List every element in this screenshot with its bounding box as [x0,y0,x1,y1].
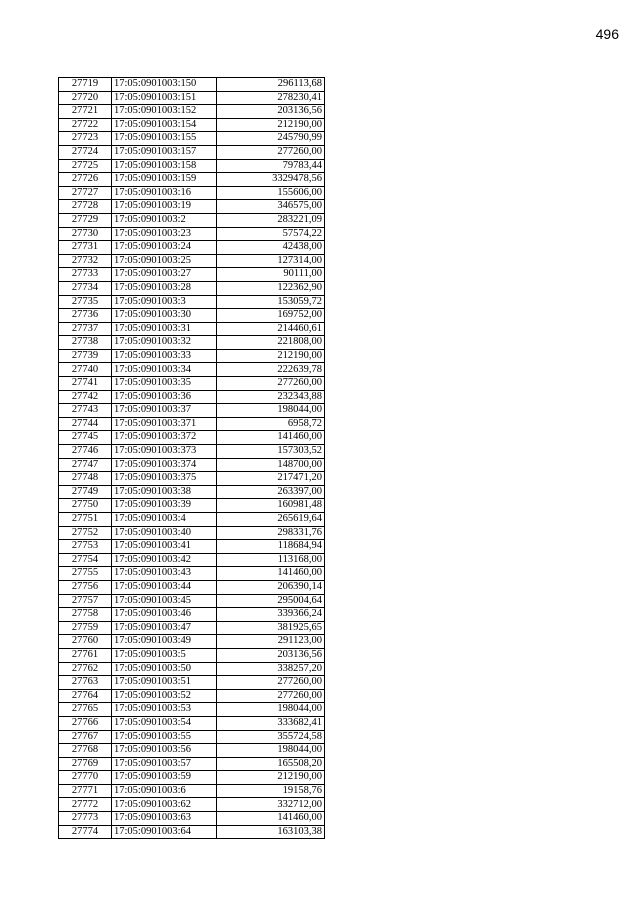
table-row [59,268,325,282]
row-number-cell: 27737 [59,322,112,336]
table-row [59,540,325,554]
row-number-cell: 27746 [59,445,112,459]
table-row [59,445,325,459]
cadastral-value-cell: 6958,72 [217,417,325,431]
cadastral-number-cell: 17:05:0901003:374 [112,458,217,472]
row-number-cell: 27724 [59,145,112,159]
cadastral-value-cell: 3329478,56 [217,173,325,187]
cadastral-number-cell: 17:05:0901003:62 [112,798,217,812]
table-row [59,363,325,377]
cadastral-number-cell: 17:05:0901003:375 [112,472,217,486]
cadastral-number-cell: 17:05:0901003:46 [112,608,217,622]
table-row [59,145,325,159]
table-row [59,159,325,173]
row-number-cell: 27757 [59,594,112,608]
table-row [59,349,325,363]
cadastral-value-cell: 148700,00 [217,458,325,472]
row-number-cell: 27723 [59,132,112,146]
table-row [59,608,325,622]
table-row [59,295,325,309]
row-number-cell: 27755 [59,567,112,581]
table-row [59,825,325,839]
cadastral-value-cell: 90111,00 [217,268,325,282]
cadastral-value-cell: 155606,00 [217,186,325,200]
table-row [59,173,325,187]
row-number-cell: 27730 [59,227,112,241]
cadastral-value-cell: 339366,24 [217,608,325,622]
cadastral-number-cell: 17:05:0901003:39 [112,499,217,513]
row-number-cell: 27768 [59,744,112,758]
table-row [59,621,325,635]
cadastral-number-cell: 17:05:0901003:5 [112,648,217,662]
cadastral-number-cell: 17:05:0901003:59 [112,771,217,785]
cadastral-number-cell: 17:05:0901003:40 [112,526,217,540]
cadastral-value-cell: 333682,41 [217,716,325,730]
row-number-cell: 27736 [59,309,112,323]
cadastral-value-cell: 291123,00 [217,635,325,649]
cadastral-value-cell: 203136,56 [217,105,325,119]
cadastral-value-cell: 153059,72 [217,295,325,309]
cadastral-value-cell: 198044,00 [217,703,325,717]
cadastral-number-cell: 17:05:0901003:63 [112,812,217,826]
cadastral-number-cell: 17:05:0901003:371 [112,417,217,431]
row-number-cell: 27754 [59,553,112,567]
cadastral-value-cell: 141460,00 [217,431,325,445]
cadastral-number-cell: 17:05:0901003:57 [112,757,217,771]
table-row [59,689,325,703]
cadastral-value-cell: 355724,58 [217,730,325,744]
cadastral-number-cell: 17:05:0901003:150 [112,78,217,92]
table-row [59,594,325,608]
row-number-cell: 27743 [59,404,112,418]
row-number-cell: 27721 [59,105,112,119]
table-row [59,213,325,227]
cadastral-value-cell: 165508,20 [217,757,325,771]
row-number-cell: 27758 [59,608,112,622]
cadastral-number-cell: 17:05:0901003:159 [112,173,217,187]
cadastral-value-cell: 265619,64 [217,513,325,527]
row-number-cell: 27738 [59,336,112,350]
table-row [59,513,325,527]
cadastral-value-cell: 198044,00 [217,404,325,418]
cadastral-number-cell: 17:05:0901003:42 [112,553,217,567]
cadastral-value-cell: 212190,00 [217,771,325,785]
cadastral-number-cell: 17:05:0901003:43 [112,567,217,581]
table-row [59,757,325,771]
table-row [59,812,325,826]
cadastral-number-cell: 17:05:0901003:28 [112,281,217,295]
cadastral-number-cell: 17:05:0901003:4 [112,513,217,527]
row-number-cell: 27753 [59,540,112,554]
cadastral-number-cell: 17:05:0901003:23 [112,227,217,241]
row-number-cell: 27765 [59,703,112,717]
row-number-cell: 27739 [59,349,112,363]
row-number-cell: 27766 [59,716,112,730]
cadastral-value-cell: 277260,00 [217,689,325,703]
cadastral-number-cell: 17:05:0901003:30 [112,309,217,323]
row-number-cell: 27771 [59,784,112,798]
cadastral-number-cell: 17:05:0901003:154 [112,118,217,132]
table-row [59,716,325,730]
cadastral-value-cell: 332712,00 [217,798,325,812]
table-row [59,132,325,146]
table-row [59,553,325,567]
table-row [59,771,325,785]
row-number-cell: 27744 [59,417,112,431]
table-row [59,798,325,812]
table-row [59,662,325,676]
cadastral-value-cell: 157303,52 [217,445,325,459]
table-row [59,472,325,486]
cadastral-value-cell: 57574,22 [217,227,325,241]
row-number-cell: 27742 [59,390,112,404]
cadastral-number-cell: 17:05:0901003:16 [112,186,217,200]
cadastral-value-cell: 42438,00 [217,241,325,255]
table-row [59,404,325,418]
cadastral-number-cell: 17:05:0901003:49 [112,635,217,649]
cadastral-value-cell: 19158,76 [217,784,325,798]
cadastral-value-cell: 141460,00 [217,567,325,581]
table-row [59,186,325,200]
row-number-cell: 27773 [59,812,112,826]
row-number-cell: 27770 [59,771,112,785]
cadastral-number-cell: 17:05:0901003:2 [112,213,217,227]
cadastral-number-cell: 17:05:0901003:45 [112,594,217,608]
row-number-cell: 27751 [59,513,112,527]
cadastral-number-cell: 17:05:0901003:3 [112,295,217,309]
cadastral-number-cell: 17:05:0901003:24 [112,241,217,255]
row-number-cell: 27763 [59,676,112,690]
cadastral-number-cell: 17:05:0901003:50 [112,662,217,676]
cadastral-value-cell: 163103,38 [217,825,325,839]
row-number-cell: 27731 [59,241,112,255]
row-number-cell: 27719 [59,78,112,92]
cadastral-value-cell: 212190,00 [217,118,325,132]
table-row [59,322,325,336]
row-number-cell: 27727 [59,186,112,200]
table-row [59,703,325,717]
cadastral-number-cell: 17:05:0901003:373 [112,445,217,459]
table-row [59,377,325,391]
row-number-cell: 27760 [59,635,112,649]
cadastral-number-cell: 17:05:0901003:51 [112,676,217,690]
cadastral-number-cell: 17:05:0901003:38 [112,485,217,499]
row-number-cell: 27767 [59,730,112,744]
table-row [59,200,325,214]
table-row [59,485,325,499]
table-row [59,499,325,513]
cadastral-number-cell: 17:05:0901003:157 [112,145,217,159]
cadastral-number-cell: 17:05:0901003:34 [112,363,217,377]
cadastral-number-cell: 17:05:0901003:55 [112,730,217,744]
cadastral-number-cell: 17:05:0901003:31 [112,322,217,336]
table-row [59,91,325,105]
row-number-cell: 27774 [59,825,112,839]
cadastral-value-cell: 203136,56 [217,648,325,662]
cadastral-value-cell: 295004,64 [217,594,325,608]
row-number-cell: 27762 [59,662,112,676]
table-row [59,309,325,323]
table-row [59,390,325,404]
cadastral-value-cell: 122362,90 [217,281,325,295]
table-row [59,567,325,581]
table-row [59,336,325,350]
cadastral-number-cell: 17:05:0901003:54 [112,716,217,730]
table-row [59,417,325,431]
row-number-cell: 27759 [59,621,112,635]
table-row [59,730,325,744]
cadastral-value-cell: 160981,48 [217,499,325,513]
row-number-cell: 27752 [59,526,112,540]
cadastral-value-cell: 338257,20 [217,662,325,676]
table-row [59,241,325,255]
cadastral-number-cell: 17:05:0901003:151 [112,91,217,105]
table-body [59,78,325,839]
cadastral-number-cell: 17:05:0901003:53 [112,703,217,717]
cadastral-number-cell: 17:05:0901003:35 [112,377,217,391]
cadastral-value-cell: 141460,00 [217,812,325,826]
cadastral-number-cell: 17:05:0901003:52 [112,689,217,703]
row-number-cell: 27735 [59,295,112,309]
row-number-cell: 27772 [59,798,112,812]
cadastral-value-cell: 212190,00 [217,349,325,363]
cadastral-number-cell: 17:05:0901003:41 [112,540,217,554]
row-number-cell: 27761 [59,648,112,662]
row-number-cell: 27750 [59,499,112,513]
cadastral-value-cell: 127314,00 [217,254,325,268]
cadastral-number-cell: 17:05:0901003:64 [112,825,217,839]
row-number-cell: 27741 [59,377,112,391]
table-row [59,105,325,119]
row-number-cell: 27720 [59,91,112,105]
table-row [59,78,325,92]
row-number-cell: 27728 [59,200,112,214]
cadastral-number-cell: 17:05:0901003:158 [112,159,217,173]
cadastral-value-cell: 222639,78 [217,363,325,377]
cadastral-value-cell: 169752,00 [217,309,325,323]
cadastral-value-cell: 278230,41 [217,91,325,105]
table-row [59,118,325,132]
cadastral-value-cell: 263397,00 [217,485,325,499]
cadastral-number-cell: 17:05:0901003:33 [112,349,217,363]
cadastral-value-cell: 79783,44 [217,159,325,173]
cadastral-value-cell: 232343,88 [217,390,325,404]
cadastral-number-cell: 17:05:0901003:152 [112,105,217,119]
row-number-cell: 27733 [59,268,112,282]
cadastral-number-cell: 17:05:0901003:19 [112,200,217,214]
row-number-cell: 27732 [59,254,112,268]
row-number-cell: 27749 [59,485,112,499]
row-number-cell: 27748 [59,472,112,486]
cadastral-value-cell: 221808,00 [217,336,325,350]
cadastral-value-cell: 198044,00 [217,744,325,758]
cadastral-number-cell: 17:05:0901003:44 [112,580,217,594]
cadastral-number-cell: 17:05:0901003:37 [112,404,217,418]
table-row [59,635,325,649]
cadastral-value-cell: 277260,00 [217,145,325,159]
row-number-cell: 27722 [59,118,112,132]
table-row [59,526,325,540]
row-number-cell: 27756 [59,580,112,594]
table-row [59,281,325,295]
cadastral-value-cell: 346575,00 [217,200,325,214]
cadastral-value-cell: 217471,20 [217,472,325,486]
table-row [59,580,325,594]
table-row [59,254,325,268]
table-row [59,648,325,662]
cadastral-number-cell: 17:05:0901003:155 [112,132,217,146]
cadastral-number-cell: 17:05:0901003:32 [112,336,217,350]
row-number-cell: 27740 [59,363,112,377]
table-row [59,784,325,798]
page-number: 496 [595,26,619,42]
cadastral-value-cell: 381925,65 [217,621,325,635]
row-number-cell: 27726 [59,173,112,187]
cadastral-value-table [58,77,325,839]
cadastral-value-cell: 245790,99 [217,132,325,146]
row-number-cell: 27725 [59,159,112,173]
table-row [59,458,325,472]
row-number-cell: 27729 [59,213,112,227]
row-number-cell: 27747 [59,458,112,472]
cadastral-number-cell: 17:05:0901003:6 [112,784,217,798]
cadastral-number-cell: 17:05:0901003:27 [112,268,217,282]
cadastral-value-cell: 206390,14 [217,580,325,594]
cadastral-number-cell: 17:05:0901003:56 [112,744,217,758]
row-number-cell: 27769 [59,757,112,771]
cadastral-number-cell: 17:05:0901003:36 [112,390,217,404]
cadastral-number-cell: 17:05:0901003:47 [112,621,217,635]
cadastral-value-cell: 113168,00 [217,553,325,567]
row-number-cell: 27745 [59,431,112,445]
table-row [59,227,325,241]
row-number-cell: 27734 [59,281,112,295]
cadastral-value-cell: 298331,76 [217,526,325,540]
table-row [59,431,325,445]
row-number-cell: 27764 [59,689,112,703]
cadastral-number-cell: 17:05:0901003:25 [112,254,217,268]
cadastral-value-cell: 214460,61 [217,322,325,336]
table-row [59,744,325,758]
table-row [59,676,325,690]
cadastral-number-cell: 17:05:0901003:372 [112,431,217,445]
cadastral-value-cell: 277260,00 [217,676,325,690]
cadastral-value-cell: 283221,09 [217,213,325,227]
cadastral-value-cell: 118684,94 [217,540,325,554]
cadastral-value-cell: 277260,00 [217,377,325,391]
cadastral-value-cell: 296113,68 [217,78,325,92]
